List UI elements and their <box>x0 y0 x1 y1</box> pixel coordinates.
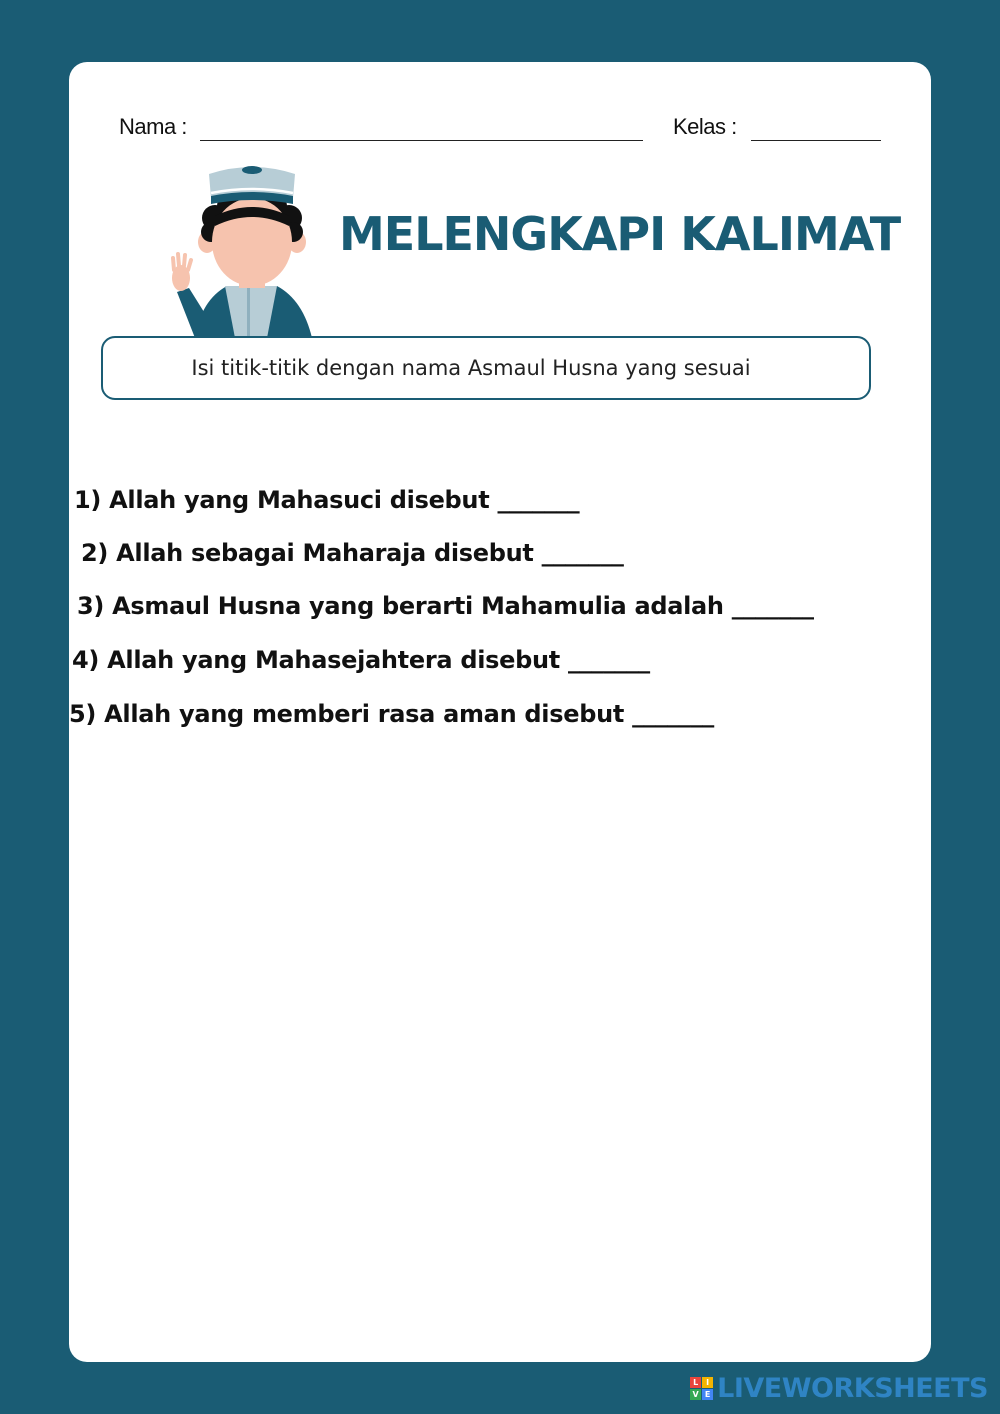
name-label: Nama : <box>119 114 187 139</box>
name-input-line[interactable] <box>200 140 643 141</box>
worksheet-page <box>69 62 931 1362</box>
question-1[interactable]: 1) Allah yang Mahasuci disebut _______ <box>74 486 580 514</box>
brand-name: LIVEWORKSHEETS <box>717 1373 988 1404</box>
class-input-line[interactable] <box>751 140 881 141</box>
logo-letter-v: V <box>690 1389 701 1400</box>
class-label: Kelas : <box>673 114 737 139</box>
instruction-box <box>101 336 871 400</box>
page-title: MELENGKAPI KALIMAT <box>339 207 901 261</box>
logo-letter-i: I <box>702 1377 713 1388</box>
question-5[interactable]: 5) Allah yang memberi rasa aman disebut _______ <box>69 700 714 728</box>
liveworksheets-brand[interactable] <box>690 1373 988 1404</box>
question-3[interactable]: 3) Asmaul Husna yang berarti Mahamulia adalah _______ <box>77 592 814 620</box>
logo-letter-e: E <box>702 1389 713 1400</box>
instruction-text: Isi titik-titik dengan nama Asmaul Husna yang sesuai <box>191 356 751 380</box>
question-4[interactable]: 4) Allah yang Mahasejahtera disebut _______ <box>72 646 650 674</box>
liveworksheets-logo-icon <box>690 1377 713 1400</box>
logo-letter-l: L <box>690 1377 701 1388</box>
boy-with-peci-waving-icon <box>167 160 327 338</box>
question-2[interactable]: 2) Allah sebagai Maharaja disebut _______ <box>81 539 624 567</box>
